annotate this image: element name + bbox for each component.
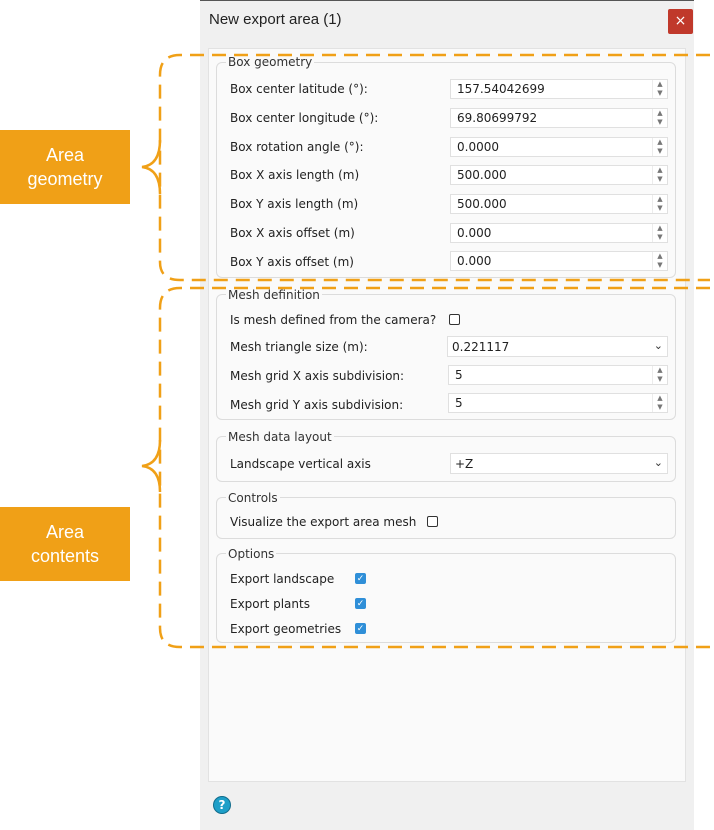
spin-up-icon[interactable]: ▲ [657, 80, 663, 88]
spin-up-icon[interactable]: ▲ [657, 366, 663, 374]
spin-up-icon[interactable]: ▲ [657, 166, 663, 174]
spin-up-icon[interactable]: ▲ [657, 394, 663, 402]
spin-down-icon[interactable]: ▼ [657, 175, 663, 183]
options-legend: Options [228, 547, 275, 561]
spin-up-icon[interactable]: ▲ [657, 252, 663, 260]
spin-down-icon[interactable]: ▼ [657, 89, 663, 97]
rotation-value: 0.0000 [457, 140, 499, 154]
y-offset-value: 0.000 [457, 254, 492, 268]
callout-line: geometry [27, 169, 103, 189]
longitude-label: Box center longitude (°): [230, 111, 379, 125]
grid-x-value: 5 [455, 368, 463, 382]
latitude-label: Box center latitude (°): [230, 82, 368, 96]
y-length-label: Box Y axis length (m) [230, 197, 359, 211]
callout-line: Area [45, 522, 85, 542]
grid-x-label: Mesh grid X axis subdivision: [230, 369, 405, 383]
y-offset-label: Box Y axis offset (m) [230, 255, 354, 269]
mesh-definition-legend: Mesh definition [228, 288, 320, 302]
spin-down-icon[interactable]: ▼ [657, 261, 663, 269]
triangle-size-label: Mesh triangle size (m): [230, 340, 368, 354]
chevron-down-icon: ⌄ [653, 339, 663, 352]
export-geometries-label: Export geometries [230, 622, 342, 636]
callout-line: Area [45, 145, 85, 165]
contents-dashed-outline [160, 288, 710, 647]
chevron-down-icon: ⌄ [653, 456, 663, 469]
y-length-value: 500.000 [457, 197, 507, 211]
dialog-title: New export area (1) [209, 11, 342, 28]
vertical-axis-label: Landscape vertical axis [230, 457, 371, 471]
spin-up-icon[interactable]: ▲ [657, 138, 663, 146]
spin-up-icon[interactable]: ▲ [657, 224, 663, 232]
visualize-label: Visualize the export area mesh [230, 515, 417, 529]
check-icon: ✓ [356, 574, 365, 584]
spin-down-icon[interactable]: ▼ [657, 403, 663, 411]
check-icon: ✓ [356, 599, 365, 609]
controls-legend: Controls [228, 491, 278, 505]
from-camera-label: Is mesh defined from the camera? [230, 313, 437, 327]
geometry-brace [142, 140, 160, 194]
x-offset-value: 0.000 [457, 226, 492, 240]
area-contents-callout [0, 507, 130, 581]
vertical-axis-value: +Z [455, 457, 474, 471]
export-plants-label: Export plants [230, 597, 310, 611]
x-offset-label: Box X axis offset (m) [230, 226, 355, 240]
spin-down-icon[interactable]: ▼ [657, 233, 663, 241]
grid-y-label: Mesh grid Y axis subdivision: [230, 398, 404, 412]
spin-down-icon[interactable]: ▼ [657, 375, 663, 383]
contents-brace [142, 440, 160, 492]
help-button[interactable]: ? [213, 796, 231, 814]
spin-up-icon[interactable]: ▲ [657, 109, 663, 117]
longitude-value: 69.80699792 [457, 111, 538, 125]
check-icon: ✓ [356, 624, 365, 634]
grid-y-value: 5 [455, 396, 463, 410]
geometry-dashed-outline [160, 55, 710, 280]
triangle-size-value: 0.221117 [452, 340, 510, 354]
export-landscape-label: Export landscape [230, 572, 335, 586]
callout-line: contents [30, 546, 100, 566]
spin-down-icon[interactable]: ▼ [657, 204, 663, 212]
rotation-label: Box rotation angle (°): [230, 140, 364, 154]
area-geometry-callout [0, 130, 130, 204]
mesh-layout-legend: Mesh data layout [228, 430, 332, 444]
x-length-value: 500.000 [457, 168, 507, 182]
spin-down-icon[interactable]: ▼ [657, 118, 663, 126]
latitude-value: 157.54042699 [457, 82, 545, 96]
spin-down-icon[interactable]: ▼ [657, 147, 663, 155]
spin-up-icon[interactable]: ▲ [657, 195, 663, 203]
close-button[interactable]: × [668, 9, 693, 34]
x-length-label: Box X axis length (m) [230, 168, 360, 182]
box-geometry-legend: Box geometry [228, 55, 313, 69]
